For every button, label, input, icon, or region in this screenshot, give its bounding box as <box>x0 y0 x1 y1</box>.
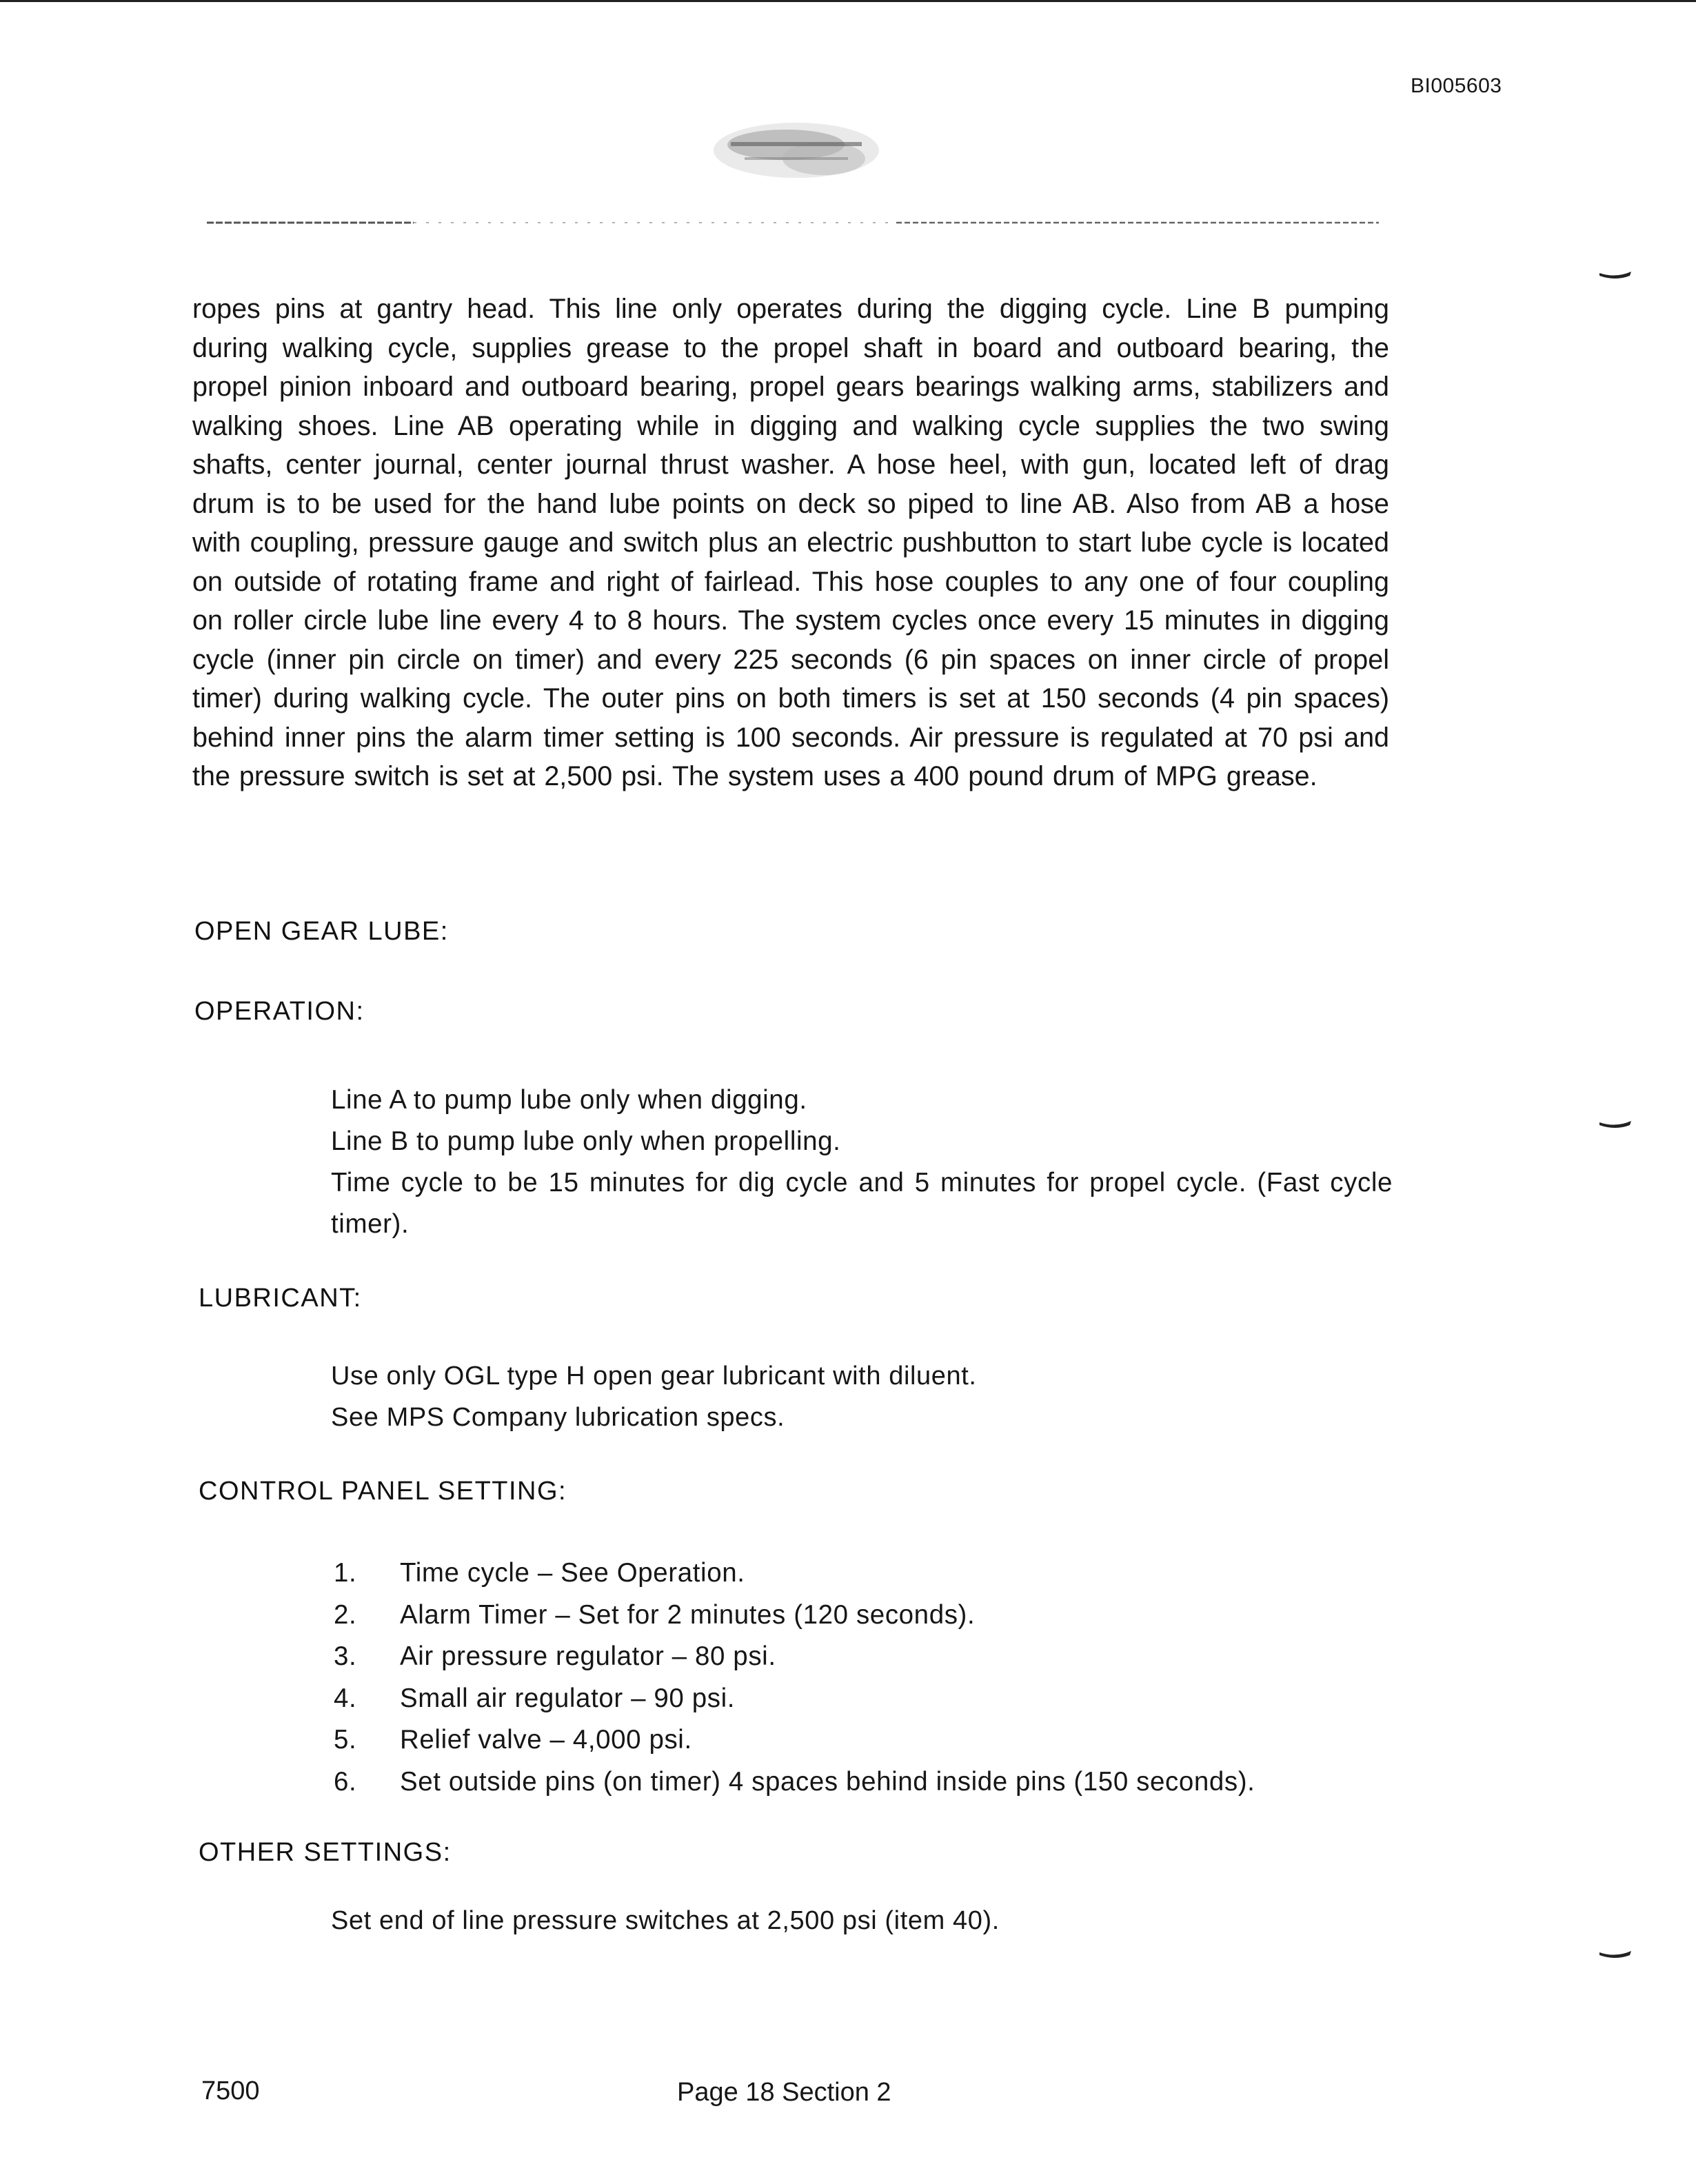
operation-lines <box>331 1080 1393 1245</box>
body-paragraph: ropes pins at gantry head. This line only operates during the digging cycle. Line B pumping during walking cycle, supplies grease to the propel shaft in board and outboard bearing, the propel pinion inboard and outboard bearing, propel gears bearings walking arms, stabilizers and walking shoes. Line AB operating while in digging and walking cycle supplies the two swing shafts, center journal, center journal thrust washer. A hose heel, with gun, located left of drag drum is to be used for the hand lube points on deck so piped to line AB. Also from AB a hose with coupling, pressure gauge and switch plus an electric pushbutton to start lube cycle is located on outside of rotating frame and right of fairlead. This hose couples to any one of four coupling on roller circle lube line every 4 to 8 hours. The system cycles once every 15 minutes in digging cycle (inner pin circle on timer) and every 225 seconds (6 pin spaces on inner circle of propel timer) during walking cycle. The outer pins on both timers is set at 150 seconds (4 pin spaces) behind inner pins the alarm timer setting is 100 seconds. Air pressure is regulated at 70 psi and the pressure switch is set at 2,500 psi. The system uses a 400 pound drum of MPG grease. <box>192 294 1389 791</box>
margin-tick-mark <box>1598 1118 1633 1131</box>
document-id: BI005603 <box>1411 74 1502 97</box>
list-item <box>334 1636 1255 1678</box>
operation-line: Line A to pump lube only when digging. <box>331 1085 807 1115</box>
list-item <box>334 1719 1255 1761</box>
list-item-number: 3. <box>334 1641 357 1671</box>
heading-open-gear-lube: OPEN GEAR LUBE: <box>194 917 449 946</box>
footer-model-number: 7500 <box>201 2076 260 2105</box>
list-item <box>334 1678 1255 1720</box>
scan-top-border <box>0 0 1696 2</box>
operation-line: Time cycle to be 15 minutes for dig cycle and 5 minutes for propel cycle. (Fast cycle timer). <box>331 1168 1393 1239</box>
list-item-number: 6. <box>334 1766 357 1797</box>
heading-other-settings: OTHER SETTINGS: <box>199 1838 452 1867</box>
margin-tick-mark <box>1598 1948 1633 1961</box>
control-panel-list <box>334 1553 1255 1803</box>
header-divider <box>207 219 1379 226</box>
heading-control-panel-setting: CONTROL PANEL SETTING: <box>199 1477 567 1506</box>
footer-page-number: Page 18 Section 2 <box>677 2078 891 2107</box>
list-item <box>334 1553 1255 1595</box>
list-item-number: 1. <box>334 1558 357 1588</box>
other-settings-line: Set end of line pressure switches at 2,500 psi (item 40). <box>331 1906 1000 1935</box>
list-item <box>334 1595 1255 1637</box>
list-item-text: Alarm Timer – Set for 2 minutes (120 seconds). <box>400 1599 976 1630</box>
margin-tick-mark <box>1598 269 1633 281</box>
lubricant-line: Use only OGL type H open gear lubricant with diluent. <box>331 1362 977 1391</box>
list-item-number: 4. <box>334 1683 357 1713</box>
scan-smudge-mark <box>710 117 882 193</box>
heading-operation: OPERATION: <box>194 997 365 1026</box>
list-item-number: 5. <box>334 1725 357 1755</box>
list-item-text: Relief valve – 4,000 psi. <box>400 1725 692 1755</box>
list-item-text: Set outside pins (on timer) 4 spaces behind inside pins (150 seconds). <box>400 1766 1255 1797</box>
operation-line: Line B to pump lube only when propelling. <box>331 1126 841 1156</box>
heading-lubricant: LUBRICANT: <box>199 1284 362 1313</box>
list-item <box>334 1761 1255 1803</box>
list-item-text: Small air regulator – 90 psi. <box>400 1683 736 1713</box>
lubricant-line: See MPS Company lubrication specs. <box>331 1403 785 1432</box>
list-item-number: 2. <box>334 1599 357 1630</box>
list-item-text: Air pressure regulator – 80 psi. <box>400 1641 776 1671</box>
list-item-text: Time cycle – See Operation. <box>400 1558 745 1588</box>
